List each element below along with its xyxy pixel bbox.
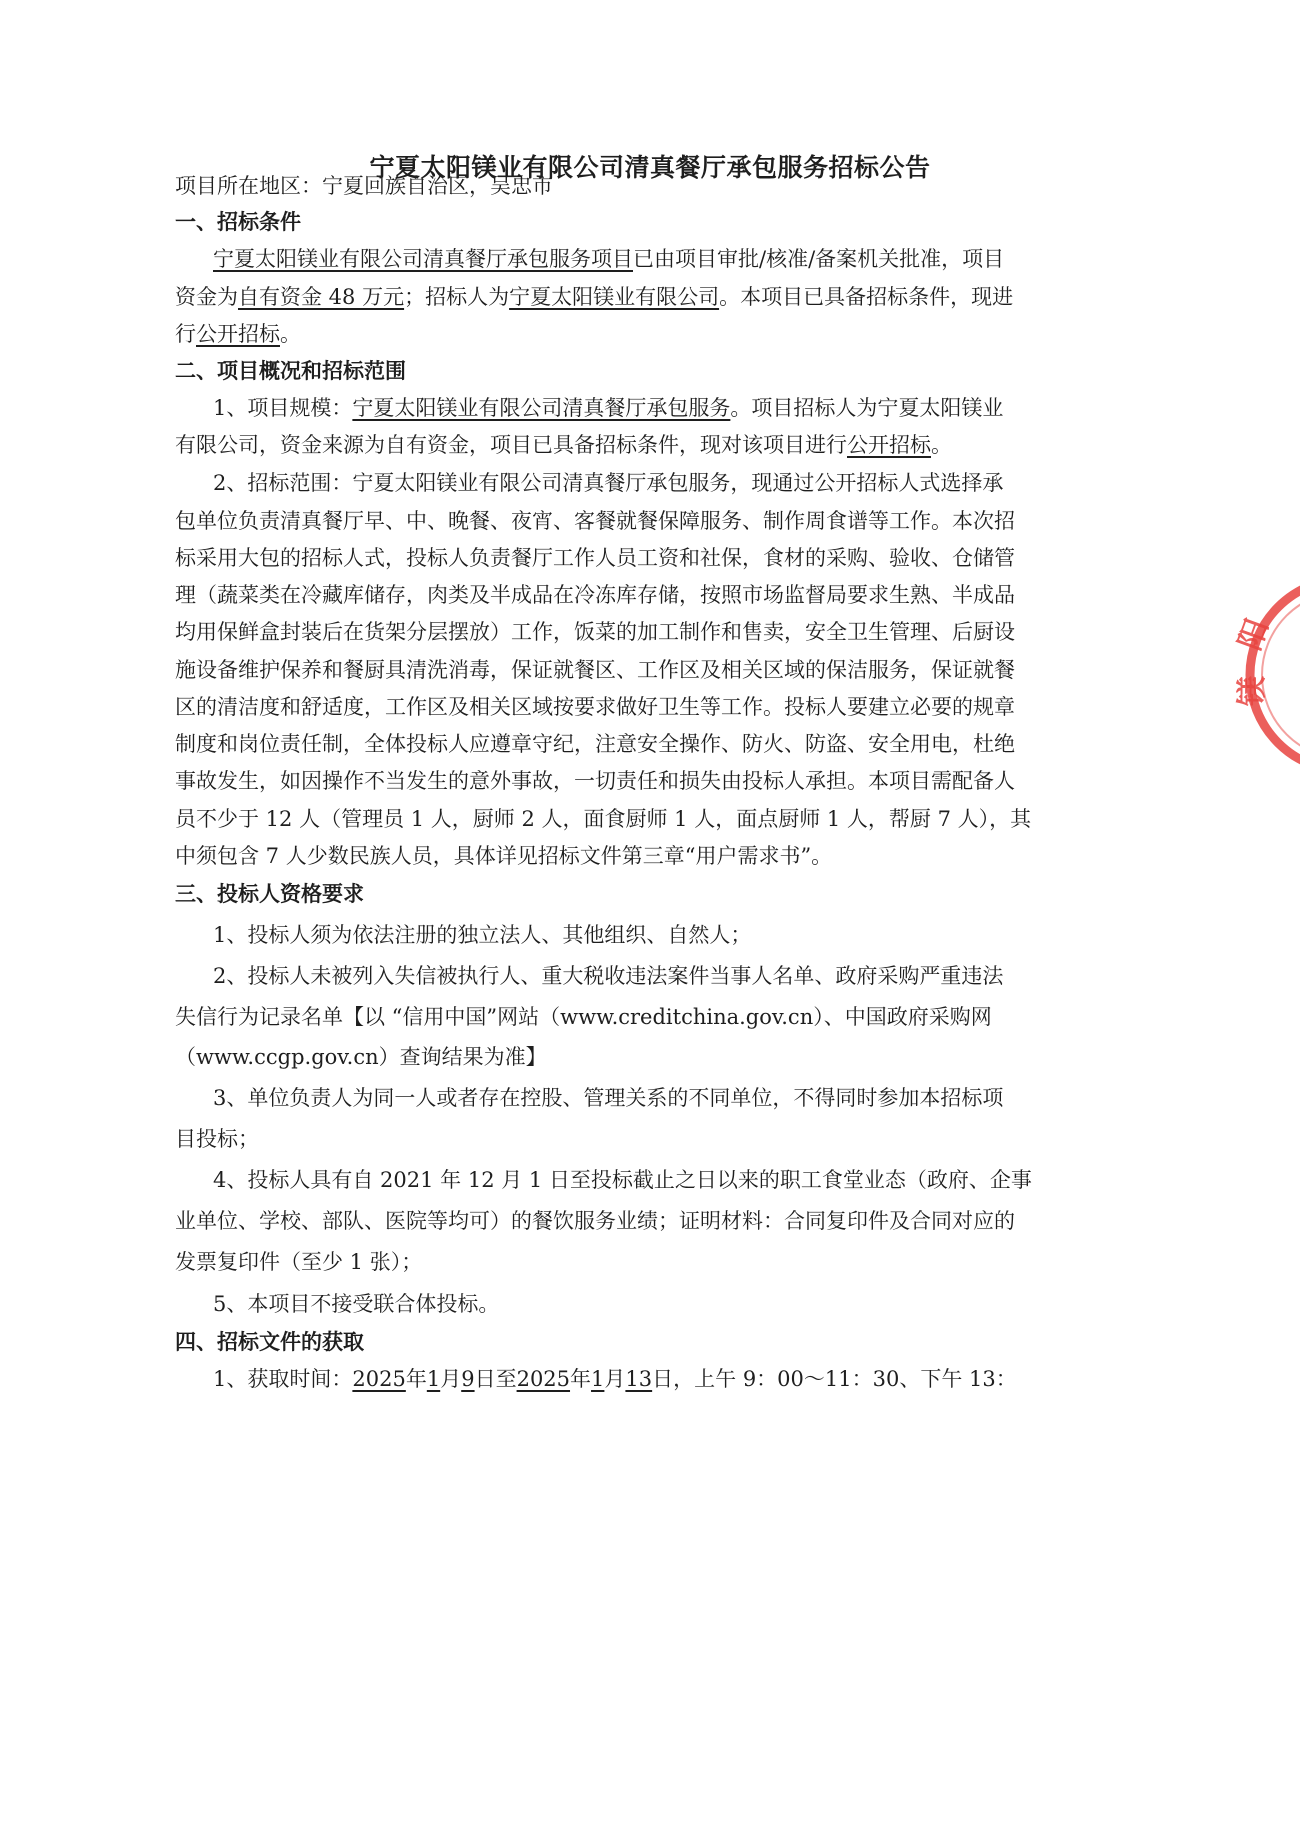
tender-method-underlined: 公开招标 [847,433,931,457]
section2-p2-line: 中须包含 7 人少数民族人员，具体详见招标文件第三章“用户需求书”。 [175,844,833,868]
red-seal-stamp [1228,560,1300,790]
section3-line: 业单位、学校、部队、医院等均可）的餐饮服务业绩；证明材料：合同复印件及合同对应的 [175,1209,1015,1233]
section3-heading: 三、投标人资格要求 [175,882,364,906]
project-scale-underlined: 宁夏太阳镁业有限公司清真餐厅承包服务 [352,396,731,420]
section2-text: 。 [931,433,952,457]
section2-p2-line: 2、招标范围：宁夏太阳镁业有限公司清真餐厅承包服务，现通过公开招标人式选择承 [213,471,1004,495]
end-year: 2025 [516,1367,571,1391]
section1-text: 资金为 [175,285,238,309]
section2-p2-line: 标采用大包的招标人式，投标人负责餐厅工作人员工资和社保，食材的采购、验收、仓储管 [175,546,1015,570]
project-location: 项目所在地区：宁夏回族自治区，吴忠市 [175,174,553,198]
section3-line: 失信行为记录名单【以 “信用中国”网站（www.creditchina.gov.cn）、中国政府采购网 [175,1005,992,1029]
section1-line1-rest: 已由项目审批/核准/备案机关批准，项目 [633,247,1005,271]
start-month: 1 [426,1367,441,1391]
section1-line1 [213,244,1004,274]
section4-text: 年 [405,1367,427,1391]
section2-p1-line2 [175,430,952,460]
start-day: 9 [461,1367,475,1391]
section4-text: 日，上午 9：00～11：30、下午 13： [652,1367,1017,1391]
tender-method-underlined: 公开招标 [196,322,280,346]
section2-p2-line: 事故发生，如因操作不当发生的意外事故，一切责任和损失由投标人承担。本项目需配备人 [175,769,1015,793]
section3-line: 目投标； [175,1127,259,1151]
section1-text: ；招标人为 [404,285,510,309]
section1-text: 。本项目已具备招标条件，现进 [719,285,1014,309]
section4-text: 年 [570,1367,592,1391]
section3-line: 1、投标人须为依法注册的独立法人、其他组织、自然人； [213,923,752,947]
section1-text: 行 [175,322,196,346]
section4-text: 月 [440,1367,462,1391]
section2-p2-line: 理（蔬菜类在冷藏库储存，肉类及半成品在冷冻库存储，按照市场监督局要求生熟、半成品 [175,583,1015,607]
section3-line: （www.ccgp.gov.cn）查询结果为准】 [175,1045,547,1069]
section3-line: 5、本项目不接受联合体投标。 [213,1292,500,1316]
end-month: 1 [591,1367,605,1391]
project-name-underlined: 宁夏太阳镁业有限公司清真餐厅承包服务项目 [213,247,633,271]
end-day: 13 [625,1367,653,1391]
section2-text: 。项目招标人为宁夏太阳镁业 [730,396,1004,420]
section2-p2-line: 制度和岗位责任制，全体投标人应遵章守纪，注意安全操作、防火、防盗、安全用电，杜绝 [175,732,1015,756]
section2-p2-line: 员不少于 12 人（管理员 1 人，厨师 2 人，面食厨师 1 人，面点厨师 1 人，帮厨 7 人），其 [175,807,1032,831]
svg-text:镁: 镁 [1235,676,1270,706]
section2-text: 1、项目规模： [213,396,353,420]
section1-line2 [175,282,1013,312]
svg-text:阳: 阳 [1232,614,1276,655]
section3-line: 3、单位负责人为同一人或者存在控股、管理关系的不同单位，不得同时参加本招标项 [213,1086,1004,1110]
section1-heading: 一、招标条件 [175,210,301,234]
section4-text: 月 [604,1367,626,1391]
section2-text: 有限公司，资金来源为自有资金，项目已具备招标条件，现对该项目进行 [175,433,847,457]
section3-line: 2、投标人未被列入失信被执行人、重大税收违法案件当事人名单、政府采购严重违法 [213,964,1004,988]
tenderer-underlined: 宁夏太阳镁业有限公司 [509,285,720,309]
section2-p1-line1 [213,393,1003,423]
section2-p2-line: 施设备维护保养和餐厨具清洗消毒，保证就餐区、工作区及相关区域的保洁服务，保证就餐 [175,658,1015,682]
section2-p2-line: 均用保鲜盒封装后在货架分层摆放）工作，饭菜的加工制作和售卖，安全卫生管理、后厨设 [175,620,1015,644]
section2-heading: 二、项目概况和招标范围 [175,359,406,383]
acquisition-time-line [213,1364,1017,1394]
section3-line: 发票复印件（至少 1 张）； [175,1250,423,1274]
section2-p2-line: 区的清洁度和舒适度，工作区及相关区域按要求做好卫生等工作。投标人要建立必要的规章 [175,695,1015,719]
start-year: 2025 [352,1367,406,1391]
section1-line3 [175,319,301,349]
section4-text: 日至 [474,1367,517,1391]
fund-source-underlined: 自有资金 48 万元 [238,285,405,309]
section2-p2-line: 包单位负责清真餐厅早、中、晚餐、夜宵、客餐就餐保障服务、制作周食谱等工作。本次招 [175,509,1015,533]
section4-text: 1、获取时间： [213,1367,353,1391]
section1-text: 。 [280,322,301,346]
section3-line: 4、投标人具有自 2021 年 12 月 1 日至投标截止之日以来的职工食堂业态（政府、企事 [213,1168,1032,1192]
section4-heading: 四、招标文件的获取 [175,1330,364,1354]
page-title: 宁夏太阳镁业有限公司清真餐厅承包服务招标公告 [369,153,931,182]
